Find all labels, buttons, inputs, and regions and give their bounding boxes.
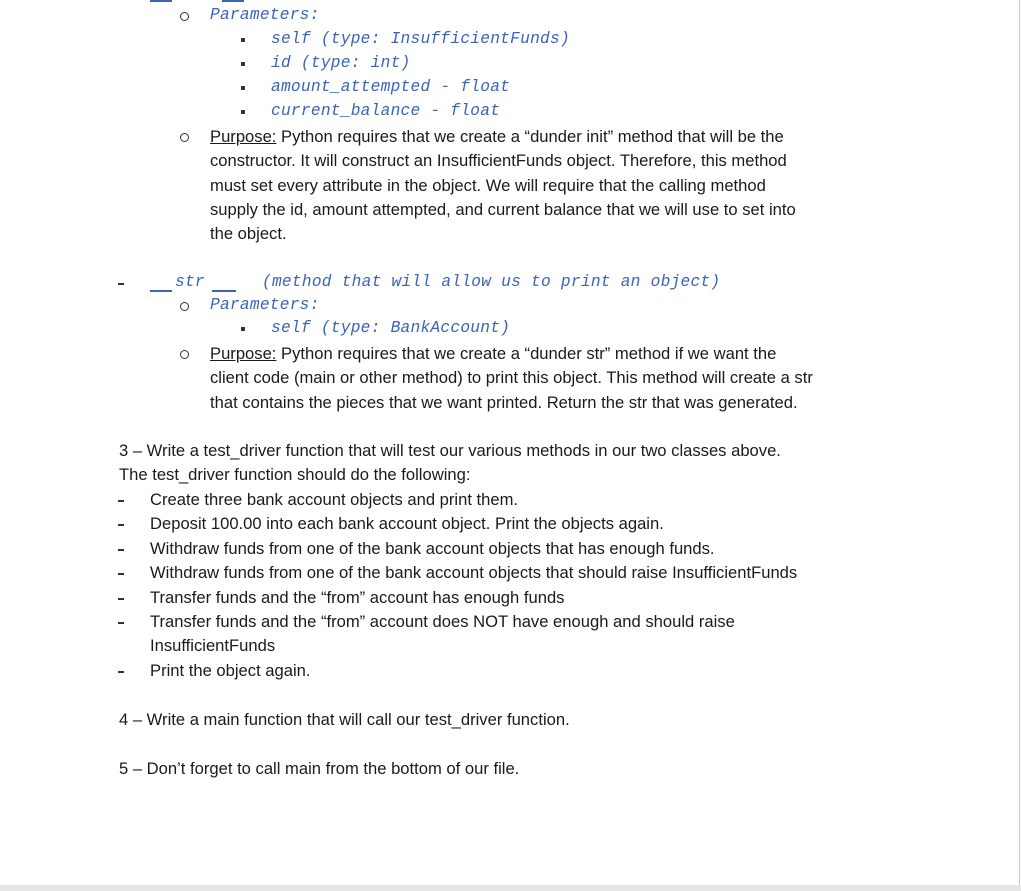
purpose-text: the object.	[210, 224, 287, 243]
purpose-label: Purpose:	[210, 344, 277, 363]
dash-bullet-icon	[118, 671, 124, 673]
circle-bullet-icon	[180, 12, 189, 21]
square-bullet-icon	[241, 86, 245, 90]
dash-bullet-icon	[118, 500, 124, 502]
step3-intro: The test_driver function should do the following:	[119, 465, 471, 484]
dunder-underscore	[150, 290, 172, 292]
dash-bullet-icon	[118, 283, 124, 285]
dunder-underscore	[212, 290, 236, 292]
purpose-text: Python requires that we create a “dunder str” method if we want the	[281, 344, 777, 363]
purpose-label: Purpose:	[210, 127, 277, 146]
purpose-text: supply the id, amount attempted, and current balance that we will use to set into	[210, 200, 796, 219]
param-item: amount_attempted - float	[271, 78, 511, 96]
step4-text: 4 – Write a main function that will call our test_driver function.	[119, 710, 570, 729]
dash-bullet-icon	[118, 549, 124, 551]
param-item: self (type: BankAccount)	[271, 319, 511, 337]
step5-text: 5 – Don’t forget to call main from the bottom of our file.	[119, 759, 520, 778]
circle-bullet-icon	[180, 350, 189, 359]
params-label: Parameters:	[210, 6, 320, 24]
dash-bullet-icon	[118, 598, 124, 600]
circle-bullet-icon	[180, 302, 189, 311]
str-method-name: str	[175, 273, 205, 291]
page-bottom-shadow	[0, 885, 1021, 891]
params-label: Parameters:	[210, 296, 320, 314]
init-purpose-line	[210, 127, 784, 147]
dash-bullet-icon	[118, 573, 124, 575]
list-item: Deposit 100.00 into each bank account object. Print the objects again.	[150, 514, 664, 533]
dash-bullet-icon	[118, 524, 124, 526]
square-bullet-icon	[241, 62, 245, 66]
param-item: current_balance - float	[271, 102, 501, 120]
purpose-text: constructor. It will construct an InsufficientFunds object. Therefore, this method	[210, 151, 787, 170]
list-item: Transfer funds and the “from” account does NOT have enough and should raise	[150, 612, 735, 631]
purpose-text: that contains the pieces that we want printed. Return the str that was generated.	[210, 393, 798, 412]
square-bullet-icon	[241, 327, 245, 331]
list-item-continuation: InsufficientFunds	[150, 636, 276, 655]
list-item: Print the object again.	[150, 661, 311, 680]
purpose-text: Python requires that we create a “dunder init” method that will be the	[281, 127, 784, 146]
list-item: Withdraw funds from one of the bank account objects that has enough funds.	[150, 539, 715, 558]
param-item: self (type: InsufficientFunds)	[271, 30, 570, 48]
str-method-description: (method that will allow us to print an object)	[262, 273, 721, 291]
list-item: Create three bank account objects and print them.	[150, 490, 519, 509]
step3-heading: 3 – Write a test_driver function that will test our various methods in our two classes above.	[119, 441, 781, 460]
cutoff-underscore-left	[150, 0, 172, 2]
list-item: Withdraw funds from one of the bank account objects that should raise InsufficientFunds	[150, 563, 798, 582]
list-item: Transfer funds and the “from” account has enough funds	[150, 588, 565, 607]
square-bullet-icon	[241, 38, 245, 42]
param-item: id (type: int)	[271, 54, 411, 72]
purpose-text: client code (main or other method) to print this object. This method will create a str	[210, 368, 813, 387]
cutoff-underscore-right	[222, 0, 244, 2]
square-bullet-icon	[241, 110, 245, 114]
str-purpose-line	[210, 344, 776, 364]
circle-bullet-icon	[180, 133, 189, 142]
dash-bullet-icon	[118, 622, 124, 624]
purpose-text: must set every attribute in the object. We will require that the calling method	[210, 176, 766, 195]
